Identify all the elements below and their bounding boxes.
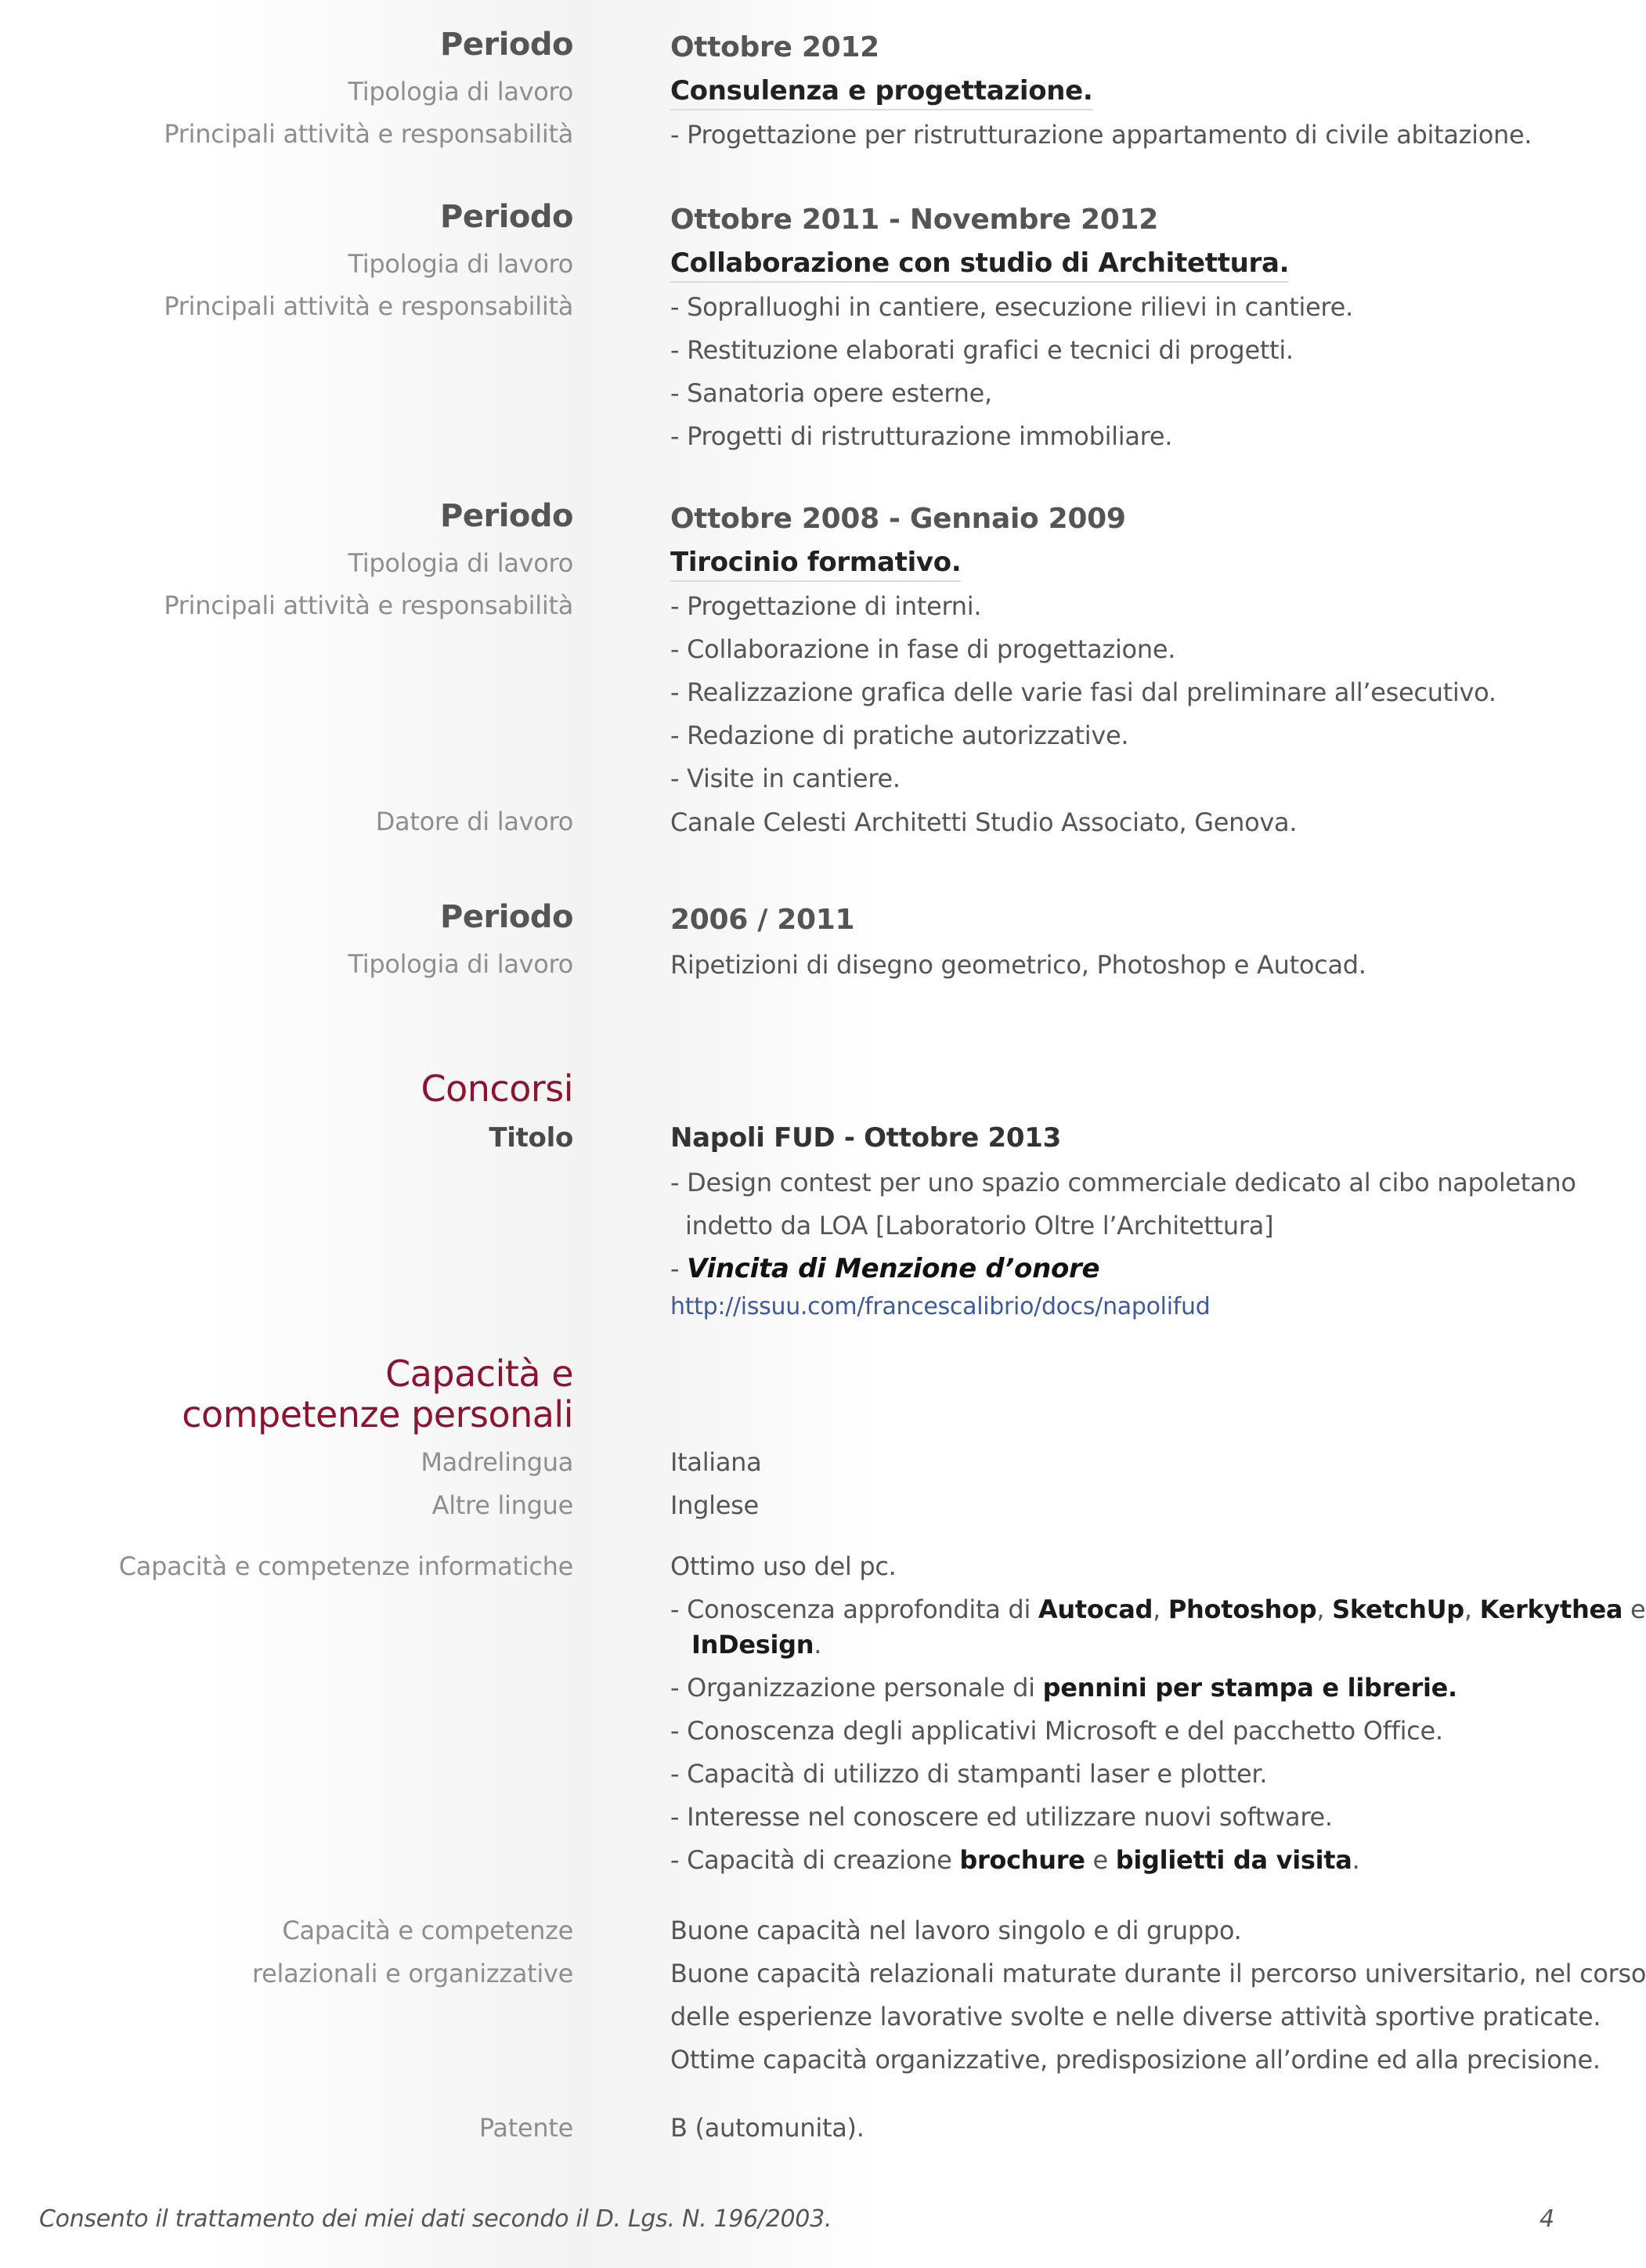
text: - Conoscenza approfondita di — [670, 1594, 1038, 1624]
relational-skill: Buone capacità nel lavoro singolo e di gruppo. — [670, 1916, 1242, 1945]
type-label: Tipologia di lavoro — [348, 249, 573, 279]
section-title-capacita-line2: competenze personali — [182, 1393, 573, 1436]
contest-link[interactable]: http://issuu.com/francescalibrio/docs/napolifud — [670, 1293, 1211, 1320]
relational-skill: Ottime capacità organizzative, predisposizione all’ordine ed alla precisione. — [670, 2045, 1601, 2075]
job-type: Consulenza e progettazione. — [670, 75, 1093, 110]
info-skill-software-cont — [691, 1630, 821, 1659]
job-activity: - Redazione di pratiche autorizzative. — [670, 720, 1129, 750]
software-indesign: InDesign — [691, 1630, 814, 1659]
activities-label: Principali attività e responsabilità — [164, 119, 573, 149]
job-type: Collaborazione con studio di Architettura. — [670, 247, 1289, 283]
text: - Organizzazione personale di — [670, 1673, 1043, 1703]
period-label: Periodo — [440, 27, 573, 63]
madrelingua-label: Madrelingua — [421, 1447, 573, 1477]
info-skill-office: - Conoscenza degli applicativi Microsoft e del pacchetto Office. — [670, 1716, 1443, 1746]
contest-description: - Design contest per uno spazio commerciale dedicato al cibo napoletano — [670, 1168, 1576, 1197]
contest-prize-line — [670, 1253, 1099, 1284]
relational-label-line2: relazionali e organizzative — [251, 1959, 573, 1988]
employer-label: Datore di lavoro — [375, 807, 573, 836]
text: e — [1085, 1845, 1116, 1875]
title-label: Titolo — [489, 1122, 573, 1154]
altre-lingue-label: Altre lingue — [431, 1490, 573, 1520]
info-skill-pens — [670, 1673, 1457, 1703]
madrelingua-value: Italiana — [670, 1447, 762, 1477]
info-skill-pc: Ottimo uso del pc. — [670, 1551, 897, 1581]
patente-label: Patente — [478, 2113, 573, 2143]
job-activity: - Sanatoria opere esterne, — [670, 378, 992, 408]
info-skill-software — [670, 1594, 1645, 1624]
job-period: Ottobre 2011 - Novembre 2012 — [670, 204, 1158, 236]
job-activity: - Realizzazione grafica delle varie fasi dal preliminare all’esecutivo. — [670, 677, 1496, 707]
period-label: Periodo — [440, 899, 573, 935]
text: e — [1623, 1594, 1646, 1624]
type-label: Tipologia di lavoro — [348, 77, 573, 107]
contest-prize: Vincita di Menzione d’onore — [687, 1253, 1100, 1284]
job-activity: - Restituzione elaborati grafici e tecnici di progetti. — [670, 335, 1294, 365]
section-title-capacita-line1: Capacità e — [385, 1352, 573, 1395]
job-period: 2006 / 2011 — [670, 904, 855, 936]
contest-name: Napoli FUD - Ottobre 2013 — [670, 1122, 1061, 1154]
info-skill-printers: - Capacità di utilizzo di stampanti laser e plotter. — [670, 1759, 1268, 1789]
text: , — [1316, 1594, 1333, 1624]
section-title-concorsi: Concorsi — [421, 1067, 573, 1110]
info-skills-label: Capacità e competenze informatiche — [118, 1551, 573, 1581]
pens-bold: pennini per stampa e librerie. — [1042, 1673, 1457, 1703]
job-period: Ottobre 2012 — [670, 31, 879, 63]
software-kerkythea: Kerkythea — [1479, 1594, 1623, 1624]
software-photoshop: Photoshop — [1168, 1594, 1317, 1624]
relational-skill: delle esperienze lavorative svolte e nelle diverse attività sportive praticate. — [670, 2002, 1601, 2031]
prize-dash: - — [670, 1254, 688, 1284]
job-activity: - Collaborazione in fase di progettazione. — [670, 634, 1176, 664]
job-type: Tirocinio formativo. — [670, 547, 961, 582]
job-type: Ripetizioni di disegno geometrico, Photoshop e Autocad. — [670, 950, 1366, 980]
software-sketchup: SketchUp — [1332, 1594, 1464, 1624]
period-label: Periodo — [440, 498, 573, 534]
job-activity: - Progettazione per ristrutturazione appartamento di civile abitazione. — [670, 120, 1532, 150]
info-skill-new-software: - Interesse nel conoscere ed utilizzare nuovi software. — [670, 1802, 1333, 1832]
type-label: Tipologia di lavoro — [348, 548, 573, 578]
relational-skill: Buone capacità relazionali maturate durante il percorso universitario, nel corso — [670, 1959, 1646, 1988]
job-activity: - Sopralluoghi in cantiere, esecuzione rilievi in cantiere. — [670, 292, 1353, 322]
biglietti-bold: biglietti da visita — [1115, 1845, 1352, 1875]
text: . — [814, 1630, 822, 1659]
job-period: Ottobre 2008 - Gennaio 2009 — [670, 503, 1126, 535]
software-autocad: Autocad — [1038, 1594, 1153, 1624]
type-label: Tipologia di lavoro — [348, 949, 573, 979]
footer-consent: Consento il trattamento dei miei dati secondo il D. Lgs. N. 196/2003. — [39, 2205, 832, 2233]
text: . — [1352, 1845, 1360, 1875]
job-activity: - Visite in cantiere. — [670, 764, 901, 793]
activities-label: Principali attività e responsabilità — [164, 291, 573, 321]
job-activity: - Progetti di ristrutturazione immobiliare. — [670, 421, 1173, 451]
altre-lingue-value: Inglese — [670, 1490, 759, 1520]
text: , — [1464, 1594, 1480, 1624]
contest-organizer: indetto da LOA [Laboratorio Oltre l’Architettura] — [685, 1211, 1274, 1241]
brochure-bold: brochure — [959, 1845, 1085, 1875]
info-skill-brochure — [670, 1845, 1359, 1875]
relational-label-line1: Capacità e competenze — [282, 1916, 573, 1945]
text: - Capacità di creazione — [670, 1845, 960, 1875]
job-activity: - Progettazione di interni. — [670, 591, 982, 621]
period-label: Periodo — [440, 199, 573, 235]
page-number: 4 — [1540, 2205, 1555, 2233]
job-employer: Canale Celesti Architetti Studio Associato, Genova. — [670, 807, 1298, 837]
text: , — [1153, 1594, 1168, 1624]
activities-label: Principali attività e responsabilità — [164, 590, 573, 620]
patente-value: B (automunita). — [670, 2113, 865, 2143]
